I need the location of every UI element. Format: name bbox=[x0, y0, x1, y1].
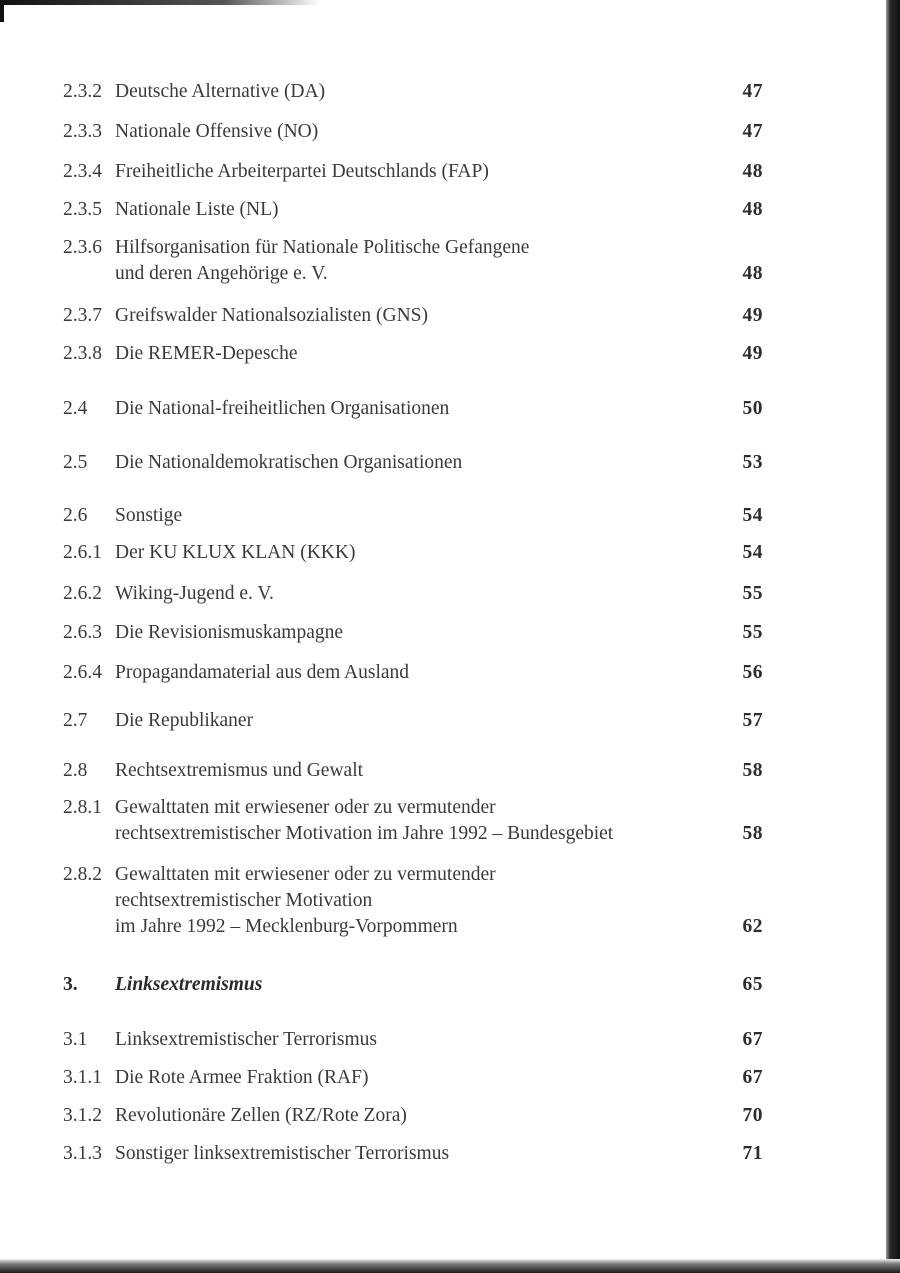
toc-entry-page-number: 55 bbox=[742, 583, 763, 604]
toc-entry-title-line: Freiheitliche Arbeiterpartei Deutschlands (FAP) bbox=[115, 161, 489, 182]
toc-entry-number: 2.3.6 bbox=[63, 237, 102, 258]
toc-entry-number: 2.3.3 bbox=[63, 121, 102, 142]
toc-entry-title-line: Die REMER-Depesche bbox=[115, 343, 298, 364]
toc-entry-title-line: Sonstiger linksextremistischer Terrorismus bbox=[115, 1143, 450, 1164]
toc-entry-title bbox=[115, 1142, 695, 1168]
toc-entry-title bbox=[115, 304, 695, 330]
toc-entry-title bbox=[115, 582, 695, 608]
toc-entry bbox=[63, 342, 763, 368]
toc-entry bbox=[63, 80, 763, 106]
toc-entry-number: 2.6.4 bbox=[63, 662, 102, 683]
toc-entry bbox=[63, 1142, 763, 1168]
scan-border-bottom bbox=[0, 1259, 900, 1273]
toc-entry-title bbox=[115, 342, 695, 368]
toc-entry bbox=[63, 304, 763, 330]
toc-entry-title bbox=[115, 863, 695, 941]
toc-entry-title-line: Nationale Liste (NL) bbox=[115, 199, 279, 220]
toc-entry-title bbox=[115, 661, 695, 687]
toc-entry-title-line: Nationale Offensive (NO) bbox=[115, 121, 319, 142]
toc-entry-title bbox=[115, 397, 695, 423]
toc-entry-title bbox=[115, 120, 695, 146]
scan-border-left bbox=[0, 0, 4, 22]
toc-entry bbox=[63, 451, 763, 477]
toc-entry-number: 3. bbox=[63, 974, 78, 995]
toc-entry-title bbox=[115, 160, 695, 186]
toc-entry bbox=[63, 504, 763, 530]
toc-entry-page-number: 48 bbox=[742, 199, 763, 220]
toc-entry-number: 2.6.1 bbox=[63, 542, 102, 563]
toc-entry-number: 2.3.7 bbox=[63, 305, 102, 326]
toc-entry-page-number: 54 bbox=[742, 505, 763, 526]
toc-entry-title-line: Die National-freiheitlichen Organisationen bbox=[115, 398, 450, 419]
toc-entry bbox=[63, 709, 763, 735]
toc-entry-page-number: 56 bbox=[742, 662, 763, 683]
toc-entry-page-number: 54 bbox=[742, 542, 763, 563]
toc-entry bbox=[63, 236, 763, 288]
toc-entry-page-number: 58 bbox=[742, 760, 763, 781]
toc-entry-title bbox=[115, 1028, 695, 1054]
toc-entry-title-line: Gewalttaten mit erwiesener oder zu vermutender bbox=[115, 864, 496, 885]
toc-entry-title-line: Rechtsextremismus und Gewalt bbox=[115, 760, 364, 781]
toc-entry-title-line: Gewalttaten mit erwiesener oder zu vermutender bbox=[115, 797, 496, 818]
toc-entry-page-number: 50 bbox=[742, 398, 763, 419]
toc-entry-number: 3.1.2 bbox=[63, 1105, 102, 1126]
toc-entry-page-number: 49 bbox=[742, 343, 763, 364]
toc-entry bbox=[63, 120, 763, 146]
toc-entry-page-number: 62 bbox=[742, 916, 763, 937]
toc-entry-number: 2.6.2 bbox=[63, 583, 102, 604]
toc-entry-number: 2.3.5 bbox=[63, 199, 102, 220]
toc-entry bbox=[63, 621, 763, 647]
toc-entry-number: 2.8.1 bbox=[63, 797, 102, 818]
toc-entry-title-line: rechtsextremistischer Motivation bbox=[115, 890, 373, 911]
toc-entry-page-number: 49 bbox=[742, 305, 763, 326]
toc-entry-page-number: 65 bbox=[742, 974, 763, 995]
toc-entry-number: 2.6 bbox=[63, 505, 88, 526]
toc-entry-title bbox=[115, 541, 695, 567]
toc-entry-number: 2.3.4 bbox=[63, 161, 102, 182]
toc-entry-page-number: 70 bbox=[742, 1105, 763, 1126]
toc-entry-page-number: 71 bbox=[742, 1143, 763, 1164]
toc-entry bbox=[63, 397, 763, 423]
toc-entry-number: 2.3.2 bbox=[63, 81, 102, 102]
toc-entry bbox=[63, 973, 763, 999]
toc-entry-page-number: 67 bbox=[742, 1029, 763, 1050]
toc-entry bbox=[63, 160, 763, 186]
toc-entry-page-number: 48 bbox=[742, 161, 763, 182]
toc-entry-title-line: Propagandamaterial aus dem Ausland bbox=[115, 662, 410, 683]
toc-entry-title-line: Hilfsorganisation für Nationale Politische Gefangene bbox=[115, 237, 530, 258]
toc-entry-number: 2.8 bbox=[63, 760, 88, 781]
toc-entry-number: 2.5 bbox=[63, 452, 88, 473]
toc-entry-title-line: im Jahre 1992 – Mecklenburg-Vorpommern bbox=[115, 916, 458, 937]
toc-entry-number: 2.6.3 bbox=[63, 622, 102, 643]
toc-entry-title bbox=[115, 973, 695, 999]
toc-entry-number: 2.7 bbox=[63, 710, 88, 731]
toc-entry-title bbox=[115, 796, 695, 848]
toc-entry-page-number: 57 bbox=[742, 710, 763, 731]
toc-entry-title bbox=[115, 451, 695, 477]
toc-entry-title-line: Wiking-Jugend e. V. bbox=[115, 583, 274, 604]
toc-entry-page-number: 47 bbox=[742, 121, 763, 142]
toc-entry-title-line: und deren Angehörige e. V. bbox=[115, 263, 328, 284]
toc-entry-title-line: Die Rote Armee Fraktion (RAF) bbox=[115, 1067, 369, 1088]
toc-entry-title-line: Greifswalder Nationalsozialisten (GNS) bbox=[115, 305, 428, 326]
toc-entry-title bbox=[115, 1066, 695, 1092]
toc-entry-title bbox=[115, 236, 695, 288]
toc-entry-page-number: 47 bbox=[742, 81, 763, 102]
toc-entry-title-line: Der KU KLUX KLAN (KKK) bbox=[115, 542, 356, 563]
scan-border-top bbox=[0, 0, 320, 5]
toc-entry bbox=[63, 1104, 763, 1130]
toc-entry-title bbox=[115, 504, 695, 530]
toc-entry-title-line: Deutsche Alternative (DA) bbox=[115, 81, 326, 102]
toc-entry-title-line: Die Nationaldemokratischen Organisationen bbox=[115, 452, 463, 473]
toc-entry-page-number: 53 bbox=[742, 452, 763, 473]
toc-entry bbox=[63, 863, 763, 941]
toc-entry-page-number: 55 bbox=[742, 622, 763, 643]
toc-entry-title-line: rechtsextremistischer Motivation im Jahre 1992 – Bundesgebiet bbox=[115, 823, 614, 844]
toc-entry bbox=[63, 759, 763, 785]
toc-entry-number: 2.3.8 bbox=[63, 343, 102, 364]
toc-entry bbox=[63, 541, 763, 567]
toc-entry bbox=[63, 661, 763, 687]
toc-entry bbox=[63, 582, 763, 608]
toc-entry-title-line: Linksextremismus bbox=[115, 974, 263, 995]
toc-entry-number: 2.8.2 bbox=[63, 864, 102, 885]
toc-entry-number: 3.1.3 bbox=[63, 1143, 102, 1164]
toc-entry-title bbox=[115, 709, 695, 735]
toc-entry-title bbox=[115, 621, 695, 647]
toc-entry-page-number: 58 bbox=[742, 823, 763, 844]
toc-entry-page-number: 48 bbox=[742, 263, 763, 284]
toc-entry-title bbox=[115, 80, 695, 106]
toc-entry-title-line: Die Republikaner bbox=[115, 710, 254, 731]
toc-entry-number: 3.1.1 bbox=[63, 1067, 102, 1088]
toc-entry-title-line: Sonstige bbox=[115, 505, 183, 526]
toc-entry-number: 3.1 bbox=[63, 1029, 88, 1050]
toc-entry-title bbox=[115, 759, 695, 785]
toc-entry-title-line: Revolutionäre Zellen (RZ/Rote Zora) bbox=[115, 1105, 407, 1126]
toc-entry-title bbox=[115, 1104, 695, 1130]
toc-entry bbox=[63, 796, 763, 848]
toc-entry-title bbox=[115, 198, 695, 224]
toc-entry bbox=[63, 1066, 763, 1092]
toc-entry-page-number: 67 bbox=[742, 1067, 763, 1088]
toc-entry-title-line: Die Revisionismuskampagne bbox=[115, 622, 344, 643]
toc-entry bbox=[63, 198, 763, 224]
toc-entry-number: 2.4 bbox=[63, 398, 88, 419]
scan-border-right bbox=[886, 0, 900, 1273]
toc-entry-title-line: Linksextremistischer Terrorismus bbox=[115, 1029, 378, 1050]
toc-entry bbox=[63, 1028, 763, 1054]
